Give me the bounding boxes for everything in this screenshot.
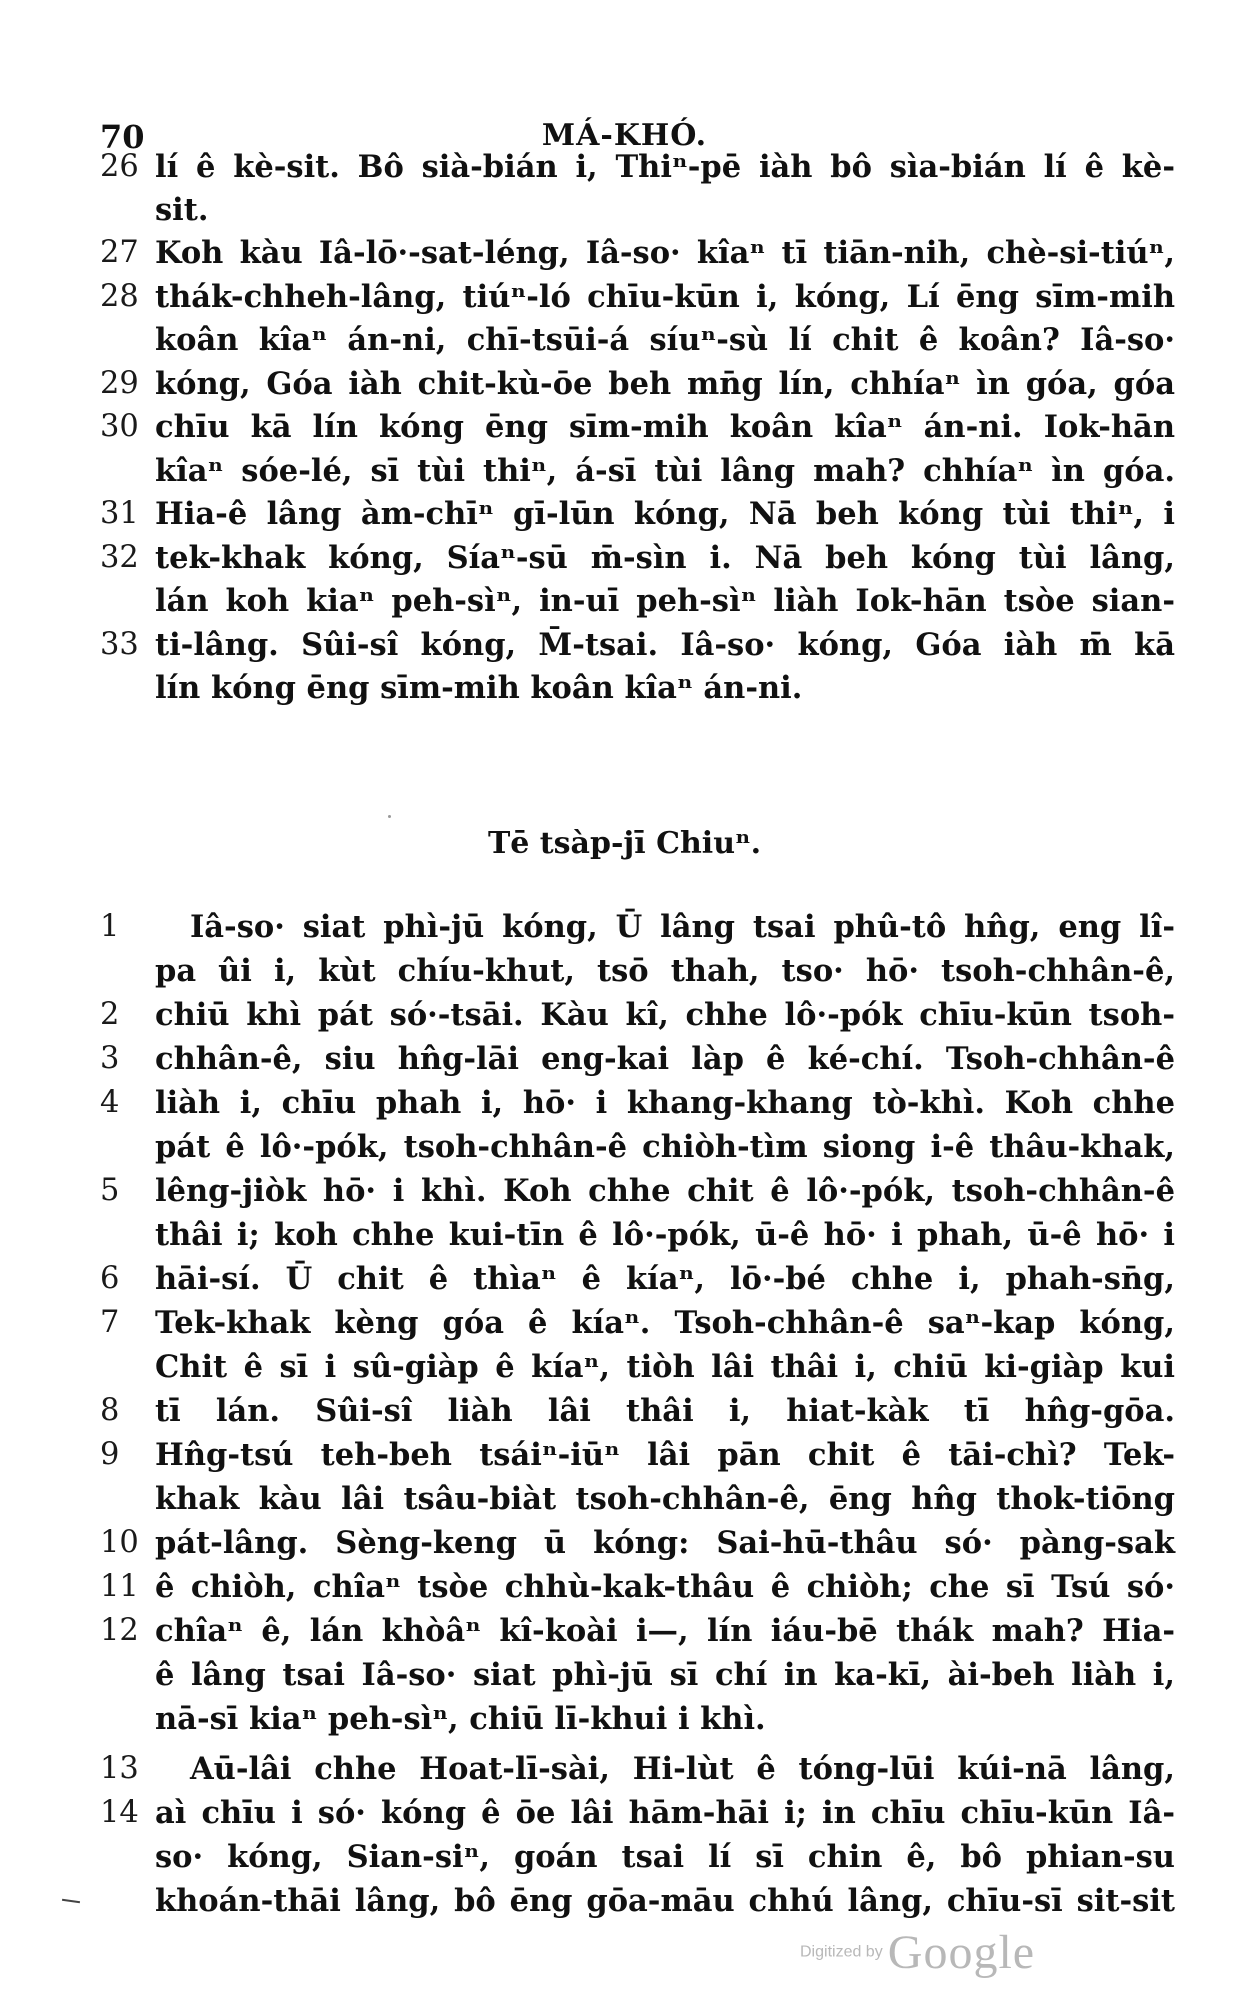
text-line: [0, 1747, 1249, 1791]
text-line: [0, 1169, 1249, 1213]
verse-text: chhân-ê, siu hn̂g-lāi eng-kai làp ê ké-chí. Tsoh-chhân-ê: [155, 1041, 1175, 1077]
text-line: [0, 1697, 1249, 1741]
text-line: [0, 1257, 1249, 1301]
verse-text: Aū-lâi chhe Hoat-lī-sài, Hi-lùt ê tóng-lūi kúi-nā lâng,: [190, 1751, 1175, 1787]
verse-text: koân kîaⁿ án-ni, chī-tsūi-á síuⁿ-sù lí chit ê koân? Iâ-so·: [155, 322, 1175, 358]
verse-text: Hn̂g-tsú teh-beh tsáiⁿ-iūⁿ lâi pān chit ê tāi-chì? Tek-: [155, 1437, 1175, 1473]
verse-number: 5: [100, 1173, 120, 1208]
text-line: [0, 145, 1249, 189]
verse-number: 4: [100, 1085, 120, 1120]
text-line: [0, 1791, 1249, 1835]
verse-text: pát-lâng. Sèng-keng ū kóng: Sai-hū-thâu só· pàng-sak: [155, 1525, 1175, 1561]
text-line: [0, 188, 1249, 232]
text-line: [0, 579, 1249, 623]
verse-text: lín kóng ēng sīm-mih koân kîaⁿ án-ni.: [155, 670, 803, 706]
verse-text: Chit ê sī i sû-giàp ê kíaⁿ, tiòh lâi thâi i, chiū ki-giàp kui: [155, 1349, 1175, 1385]
verse-number: 28: [100, 279, 139, 314]
verse-number: 10: [100, 1525, 139, 1560]
verse-text: ti-lâng. Sûi-sî kóng, M̄-tsai. Iâ-so· kóng, Góa iàh m̄ kā: [155, 627, 1175, 663]
text-line: [0, 536, 1249, 580]
verse-number: 2: [100, 997, 120, 1032]
verse-text: ê lâng tsai Iâ-so· siat phì-jū sī chí in ka-kī, ài-beh liàh i,: [155, 1657, 1175, 1693]
digitized-watermark: [800, 1925, 1035, 1980]
text-line: [0, 1477, 1249, 1521]
verse-number: 7: [100, 1305, 120, 1340]
verse-text: Hia-ê lâng àm-chīⁿ gī-lūn kóng, Nā beh kóng tùi thiⁿ, i: [155, 496, 1175, 532]
verse-text: pa ûi i, kùt chíu-khut, tsō thah, tso· hō· tsoh-chhân-ê,: [155, 953, 1175, 989]
print-speck: [388, 815, 391, 818]
verse-number: 33: [100, 627, 139, 662]
verse-number: 29: [100, 366, 139, 401]
verse-text: chiū khì pát só·-tsāi. Kàu kî, chhe lô·-pók chīu-kūn tsoh-: [155, 997, 1175, 1033]
text-line: [0, 1879, 1249, 1923]
text-line: [0, 1081, 1249, 1125]
verse-text: so· kóng, Sian-siⁿ, goán tsai lí sī chin ê, bô phian-su: [155, 1839, 1175, 1875]
google-logo: Google: [887, 1926, 1036, 1979]
text-line: [0, 1213, 1249, 1257]
text-line: [0, 1389, 1249, 1433]
verse-text: Iâ-so· siat phì-jū kóng, Ū lâng tsai phû-tô hn̂g, eng lî-: [190, 909, 1175, 945]
verse-number: 8: [100, 1393, 120, 1428]
verse-text: lêng-jiòk hō· i khì. Koh chhe chit ê lô·-pók, tsoh-chhân-ê: [155, 1173, 1175, 1209]
text-line: [0, 1301, 1249, 1345]
verse-number: 1: [100, 909, 120, 944]
verse-number: 31: [100, 496, 139, 531]
verse-text: kîaⁿ sóe-lé, sī tùi thiⁿ, á-sī tùi lâng mah? chhíaⁿ ìn góa.: [155, 453, 1175, 489]
verse-number: 13: [100, 1751, 139, 1786]
text-line: [0, 1565, 1249, 1609]
verse-number: 12: [100, 1613, 139, 1648]
verse-text: thák-chheh-lâng, tiúⁿ-ló chīu-kūn i, kóng, Lí ēng sīm-mih: [155, 279, 1175, 315]
verse-number: 11: [100, 1569, 139, 1604]
verse-text: lí ê kè-sit. Bô sià-bián i, Thiⁿ-pē iàh bô sìa-bián lí ê kè-: [155, 149, 1175, 185]
verse-text: khoán-thāi lâng, bô ēng gōa-māu chhú lâng, chīu-sī sit-sit: [155, 1883, 1175, 1919]
text-line: [0, 666, 1249, 710]
text-line: [0, 449, 1249, 493]
text-line: [0, 1521, 1249, 1565]
verse-number: 6: [100, 1261, 120, 1296]
page-number: 70: [100, 118, 145, 156]
verse-text: ê chiòh, chîaⁿ tsòe chhù-kak-thâu ê chiòh; che sī Tsú só·: [155, 1569, 1175, 1605]
verse-text: thâi i; koh chhe kui-tīn ê lô·-pók, ū-ê hō· i phah, ū-ê hō· i: [155, 1217, 1175, 1253]
verse-text: lán koh kiaⁿ peh-sìⁿ, in-uī peh-sìⁿ liàh Iok-hān tsòe sian-: [155, 583, 1175, 619]
verse-number: 9: [100, 1437, 120, 1472]
verse-text: kóng, Góa iàh chit-kù-ōe beh mn̄g lín, chhíaⁿ ìn góa, góa: [155, 366, 1175, 402]
verse-text: tī lán. Sûi-sî liàh lâi thâi i, hiat-kàk tī hn̂g-gōa.: [155, 1393, 1175, 1429]
text-line: [0, 362, 1249, 406]
verse-text: sit.: [155, 192, 209, 228]
text-line: [0, 623, 1249, 667]
verse-text: nā-sī kiaⁿ peh-sìⁿ, chiū lī-khui i khì.: [155, 1701, 766, 1737]
verse-number: 30: [100, 409, 139, 444]
text-line: [0, 492, 1249, 536]
watermark-prefix: Digitized by: [800, 1943, 883, 1961]
verse-text: pát ê lô·-pók, tsoh-chhân-ê chiòh-tìm siong i-ê thâu-khak,: [155, 1129, 1175, 1165]
running-title: MÁ-KHÓ.: [541, 118, 708, 153]
verse-number: 27: [100, 235, 139, 270]
text-line: [0, 1433, 1249, 1477]
verse-text: aì chīu i só· kóng ê ōe lâi hām-hāi i; in chīu chīu-kūn Iâ-: [155, 1795, 1175, 1831]
text-line: [0, 949, 1249, 993]
verse-text: tek-khak kóng, Síaⁿ-sū m̄-sìn i. Nā beh kóng tùi lâng,: [155, 540, 1175, 576]
verse-text: Koh kàu Iâ-lō·-sat-léng, Iâ-so· kîaⁿ tī tiān-nih, chè-si-tiúⁿ,: [155, 235, 1175, 271]
verse-text: khak kàu lâi tsâu-biàt tsoh-chhân-ê, ēng hn̂g thok-tiōng: [155, 1481, 1175, 1517]
verse-text: Tek-khak kèng góa ê kíaⁿ. Tsoh-chhân-ê saⁿ-kap kóng,: [155, 1305, 1175, 1341]
text-line: [0, 905, 1249, 949]
text-line: [0, 1037, 1249, 1081]
text-line: [0, 275, 1249, 319]
verse-text: hāi-sí. Ū chit ê thìaⁿ ê kíaⁿ, lō·-bé chhe i, phah-sn̄g,: [155, 1261, 1175, 1297]
verse-number: 3: [100, 1041, 120, 1076]
chapter-heading: Tē tsàp-jī Chiuⁿ.: [487, 826, 762, 861]
verse-number: 14: [100, 1795, 139, 1830]
text-line: [0, 1653, 1249, 1697]
text-line: [0, 1345, 1249, 1389]
verse-number: 26: [100, 149, 139, 184]
verse-number: 32: [100, 540, 139, 575]
text-line: [0, 993, 1249, 1037]
text-line: [0, 1835, 1249, 1879]
text-line: [0, 1609, 1249, 1653]
text-line: [0, 318, 1249, 362]
verse-text: liàh i, chīu phah i, hō· i khang-khang tò-khì. Koh chhe: [155, 1085, 1175, 1121]
verse-text: chîaⁿ ê, lán khòâⁿ kî-koài i—, lín iáu-bē thák mah? Hia-: [155, 1613, 1175, 1649]
text-line: [0, 405, 1249, 449]
verse-text: chīu kā lín kóng ēng sīm-mih koân kîaⁿ án-ni. Iok-hān: [155, 409, 1175, 445]
text-line: [0, 1125, 1249, 1169]
text-line: [0, 231, 1249, 275]
